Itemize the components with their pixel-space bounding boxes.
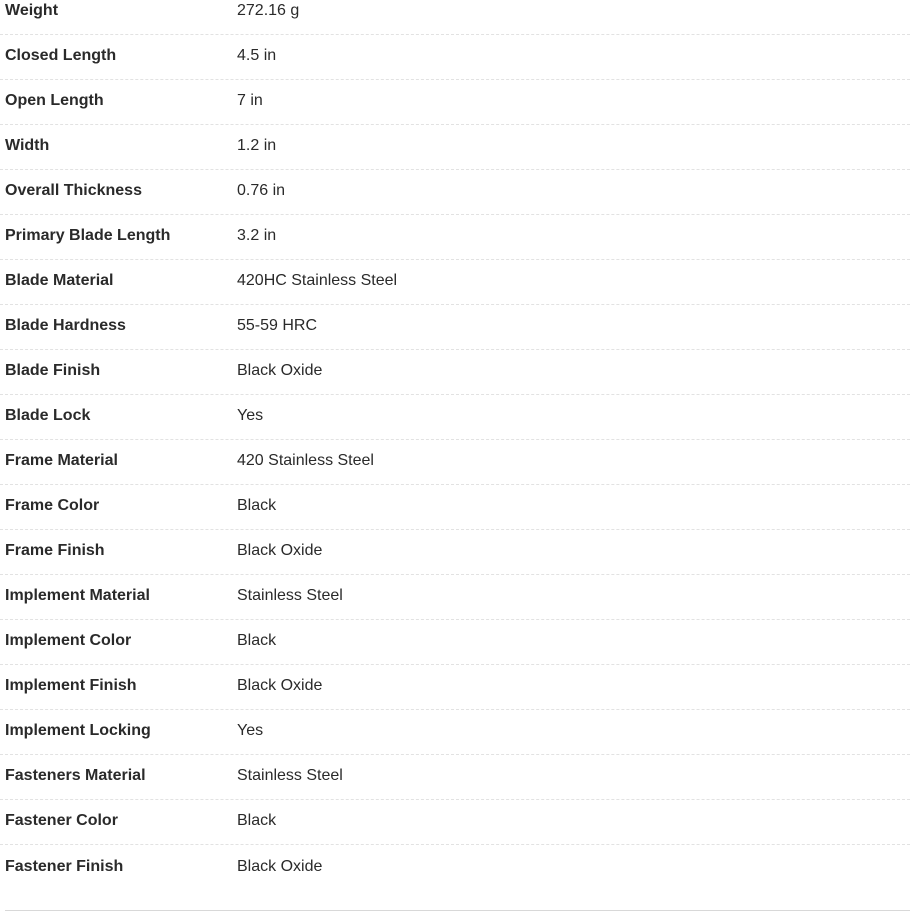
spec-value: Black (237, 812, 277, 829)
spec-value: 4.5 in (237, 47, 277, 64)
spec-label: Blade Finish (5, 362, 101, 379)
spec-row-blade-material (0, 260, 910, 305)
spec-label: Weight (5, 2, 59, 19)
spec-row-overall-thickness (0, 170, 910, 215)
spec-value: Black Oxide (237, 677, 323, 694)
spec-value: 0.76 in (237, 182, 286, 199)
spec-label: Frame Color (5, 497, 100, 514)
spec-label: Open Length (5, 92, 104, 109)
spec-label: Fastener Color (5, 812, 118, 829)
spec-row-width (0, 125, 910, 170)
spec-value: Black (237, 632, 277, 649)
spec-label: Implement Locking (5, 722, 151, 739)
spec-label: Overall Thickness (5, 182, 142, 199)
spec-value: 420HC Stainless Steel (237, 272, 398, 289)
spec-value: Black Oxide (237, 858, 323, 875)
spec-row-fastener-finish (0, 845, 910, 890)
spec-row-implement-locking (0, 710, 910, 755)
spec-row-weight (0, 0, 910, 35)
spec-label: Implement Finish (5, 677, 137, 694)
spec-label: Fastener Finish (5, 858, 124, 875)
spec-row-implement-color (0, 620, 910, 665)
spec-value: Black (237, 497, 277, 514)
spec-value: 272.16 g (237, 2, 300, 19)
spec-label: Fasteners Material (5, 767, 146, 784)
bottom-divider (5, 910, 910, 911)
spec-label: Implement Color (5, 632, 132, 649)
spec-row-fasteners-material (0, 755, 910, 800)
spec-label: Width (5, 137, 50, 154)
spec-value: Yes (237, 722, 264, 739)
spec-row-implement-finish (0, 665, 910, 710)
spec-label: Blade Material (5, 272, 114, 289)
spec-row-frame-color (0, 485, 910, 530)
spec-row-blade-hardness (0, 305, 910, 350)
spec-label: Blade Lock (5, 407, 91, 424)
spec-row-open-length (0, 80, 910, 125)
spec-label: Frame Finish (5, 542, 105, 559)
spec-value: Stainless Steel (237, 587, 343, 604)
spec-row-frame-material (0, 440, 910, 485)
spec-row-fastener-color (0, 800, 910, 845)
spec-value: Stainless Steel (237, 767, 343, 784)
spec-row-primary-blade-length (0, 215, 910, 260)
spec-row-implement-material (0, 575, 910, 620)
spec-value: Yes (237, 407, 264, 424)
spec-value: 3.2 in (237, 227, 277, 244)
spec-value: 1.2 in (237, 137, 277, 154)
spec-label: Frame Material (5, 452, 118, 469)
spec-label: Blade Hardness (5, 317, 126, 334)
spec-row-blade-lock (0, 395, 910, 440)
spec-row-blade-finish (0, 350, 910, 395)
spec-row-closed-length (0, 35, 910, 80)
spec-value: 7 in (237, 92, 263, 109)
spec-value: 420 Stainless Steel (237, 452, 374, 469)
spec-value: Black Oxide (237, 542, 323, 559)
spec-row-frame-finish (0, 530, 910, 575)
spec-label: Primary Blade Length (5, 227, 171, 244)
spec-value: Black Oxide (237, 362, 323, 379)
spec-value: 55-59 HRC (237, 317, 318, 334)
spec-label: Closed Length (5, 47, 117, 64)
spec-label: Implement Material (5, 587, 150, 604)
